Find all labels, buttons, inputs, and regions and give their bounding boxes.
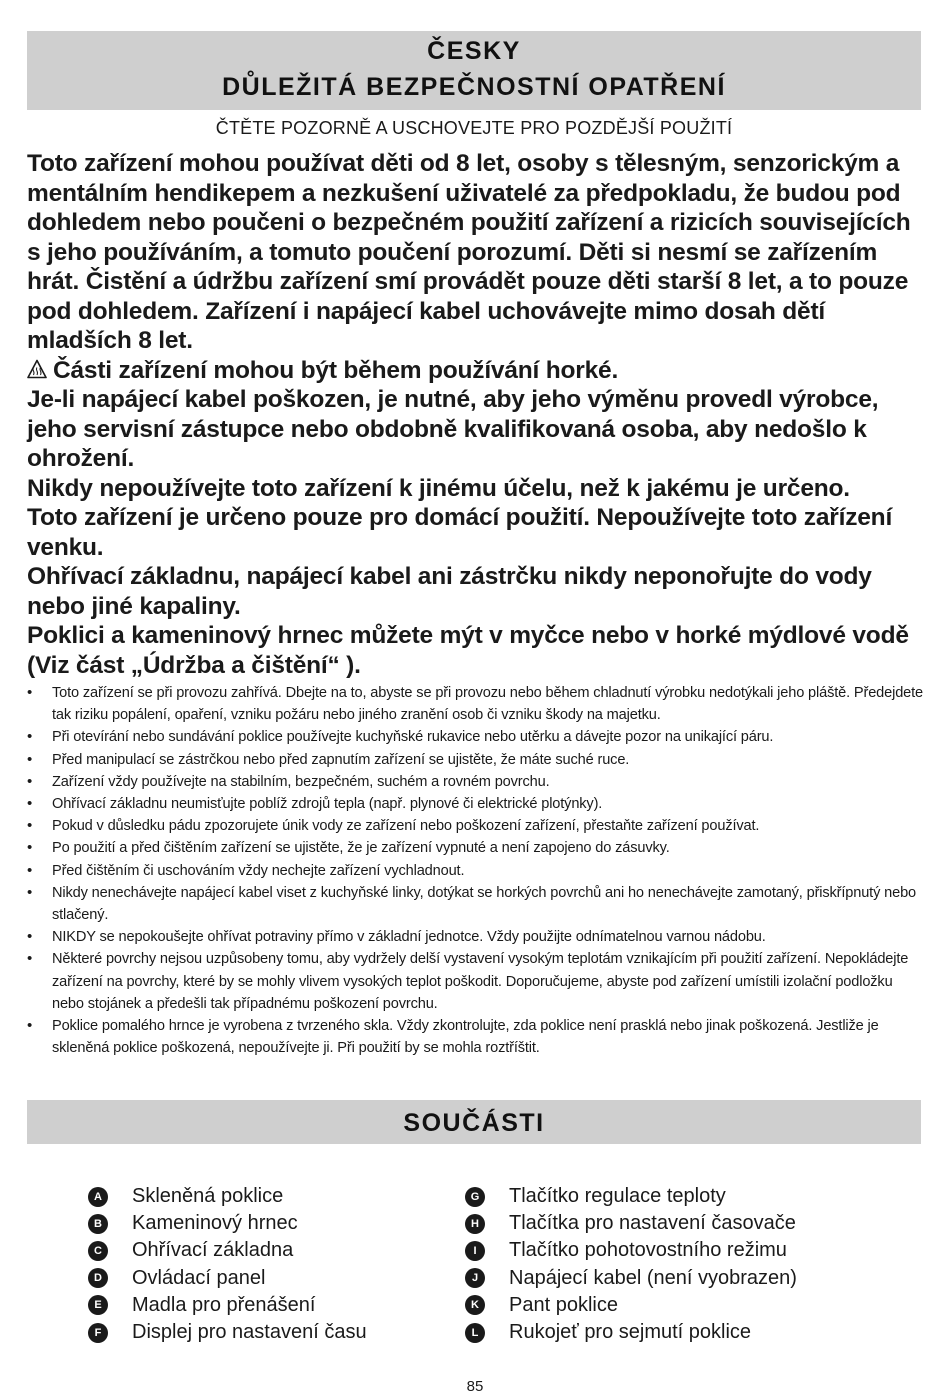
list-item: • Toto zařízení se při provozu zahřívá. Dbejte na to, abyste se při provozu nebo během chladnutí výrobku nedotýkali jeho pláště. Předejdete tak riziku popálení, opaření, vzniku požáru nebo jiného zranění osob či vzniku škody na majetku. [27,682,927,726]
part-letter-badge: H [465,1214,485,1234]
part-letter-badge: D [88,1268,108,1288]
part-label: Tlačítko regulace teploty [509,1185,726,1208]
instruction-paragraph-warning [27,356,927,386]
list-item: • NIKDY se nepokoušejte ohřívat potraviny přímo v základní jednotce. Vždy použijte odnímatelnou varnou nádobu. [27,926,927,948]
parts-section-band [27,1100,921,1144]
parts-list-right [465,1183,797,1346]
part-item [465,1265,797,1292]
instruction-paragraph: Ohřívací základnu, napájecí kabel ani zástrčku nikdy neponořujte do vody nebo jiné kapaliny. [27,563,872,620]
part-letter-badge: A [88,1187,108,1207]
part-letter-badge: K [465,1295,485,1315]
hot-surface-warning-icon [27,359,47,379]
language-heading: ČESKY [427,37,521,65]
part-label: Ovládací panel [132,1266,266,1289]
list-item: • Některé povrchy nejsou uzpůsobeny tomu, aby vydržely delší vystavení vysokým teplotám vznikajícím při použití zařízení. Nepokládejte zařízení na povrchy, které by se mohly vlivem vysokých teplot poškodit. Doporučujeme, abyste pod zařízení umístili izolační podložku nebo stojánek a předešli tak případnému poškození povrchu. [27,948,927,1015]
list-item: • Pokud v důsledku pádu zpozorujete únik vody ze zařízení nebo poškození zařízení, přestaňte zařízení používat. [27,815,927,837]
part-letter-badge: L [465,1323,485,1343]
part-item [465,1183,797,1210]
part-letter-badge: G [465,1187,485,1207]
list-item: • Po použití a před čištěním zařízení se ujistěte, že je zařízení vypnuté a není zapojeno do zásuvky. [27,837,927,859]
part-label: Skleněná poklice [132,1185,284,1208]
part-label: Napájecí kabel (není vyobrazen) [509,1266,797,1289]
warning-text: Části zařízení mohou být během používání horké. [53,356,619,384]
part-letter-badge: E [88,1295,108,1315]
part-item [88,1265,367,1292]
parts-list-left [88,1183,367,1346]
instruction-paragraph: Nikdy nepoužívejte toto zařízení k jinému účelu, než k jakému je určeno. [27,474,850,502]
part-label: Tlačítko pohotovostního režimu [509,1239,787,1262]
parts-section-title: SOUČÁSTI [403,1109,545,1137]
part-item [88,1292,367,1319]
part-item [465,1292,797,1319]
part-item [88,1210,367,1237]
instruction-paragraph: Toto zařízení je určeno pouze pro domácí použití. Nepoužívejte toto zařízení venku. [27,504,893,561]
instruction-paragraph: Toto zařízení mohou používat děti od 8 let, osoby s tělesným, senzorickým a mentálním hendikepem a nezkušení uživatelé za předpokladu, že budou pod dohledem nebo poučeni o bezpečném použití zařízení a rizicích souvisejících s jeho používáním, a tomuto poučení porozumí. Děti si nesmí se zařízením hrát. Čistění a údržbu zařízení smí provádět pouze děti starší 8 let, a to pouze pod dohledem. Zařízení i napájecí kabel uchovávejte mimo dosah dětí mladších 8 let. [27,150,911,354]
part-item [88,1319,367,1346]
list-item: • Před čištěním či uschováním vždy nechejte zařízení vychladnout. [27,860,927,882]
part-letter-badge: C [88,1241,108,1261]
list-item: • Nikdy nenechávejte napájecí kabel viset z kuchyňské linky, dotýkat se horkých povrchů ani ho nenechávejte zamotaný, přiskřípnutý nebo stlačený. [27,882,927,926]
instruction-paragraph: Poklici a kameninový hrnec můžete mýt v myčce nebo v horké mýdlové vodě (Viz část „Údržba a čištění“ ). [27,622,909,679]
list-item: • Ohřívací základnu neumisťujte poblíž zdrojů tepla (např. plynové či elektrické plotýnky). [27,793,927,815]
part-label: Madla pro přenášení [132,1293,316,1316]
list-item: • Při otevírání nebo sundávání poklice používejte kuchyňské rukavice nebo utěrku a dávejte pozor na unikající páru. [27,726,927,748]
subtitle: ČTĚTE POZORNĚ A USCHOVEJTE PRO POZDĚJŠÍ POUŽITÍ [215,118,733,138]
part-label: Displej pro nastavení času [132,1321,367,1344]
part-letter-badge: B [88,1214,108,1234]
part-letter-badge: J [465,1268,485,1288]
part-letter-badge: F [88,1323,108,1343]
safety-bullet-list [27,682,927,1059]
important-instructions [27,149,927,680]
part-item [465,1210,797,1237]
part-item [465,1237,797,1264]
part-label: Ohřívací základna [132,1239,294,1262]
part-label: Pant poklice [509,1293,618,1316]
list-item: • Zařízení vždy používejte na stabilním, bezpečném, suchém a rovném povrchu. [27,771,927,793]
part-label: Tlačítka pro nastavení časovače [509,1212,796,1235]
header-band [27,31,921,110]
part-label: Kameninový hrnec [132,1212,298,1235]
list-item: • Před manipulací se zástrčkou nebo před zapnutím zařízení se ujistěte, že máte suché ruce. [27,749,927,771]
page-number: 85 [466,1378,484,1395]
list-item: • Poklice pomalého hrnce je vyrobena z tvrzeného skla. Vždy zkontrolujte, zda poklice není prasklá nebo jinak poškozená. Jestliže je skleněná poklice poškozená, nepoužívejte ji. Při použití by se mohla roztříštit. [27,1015,927,1059]
part-item [88,1237,367,1264]
part-item [88,1183,367,1210]
part-label: Rukojeť pro sejmutí poklice [509,1321,752,1344]
page-title: DŮLEŽITÁ BEZPEČNOSTNÍ OPATŘENÍ [222,73,726,101]
part-item [465,1319,797,1346]
instruction-paragraph: Je-li napájecí kabel poškozen, je nutné, aby jeho výměnu provedl výrobce, jeho servisní zástupce nebo obdobně kvalifikovaná osoba, aby nedošlo k ohrožení. [27,386,879,472]
part-letter-badge: I [465,1241,485,1261]
